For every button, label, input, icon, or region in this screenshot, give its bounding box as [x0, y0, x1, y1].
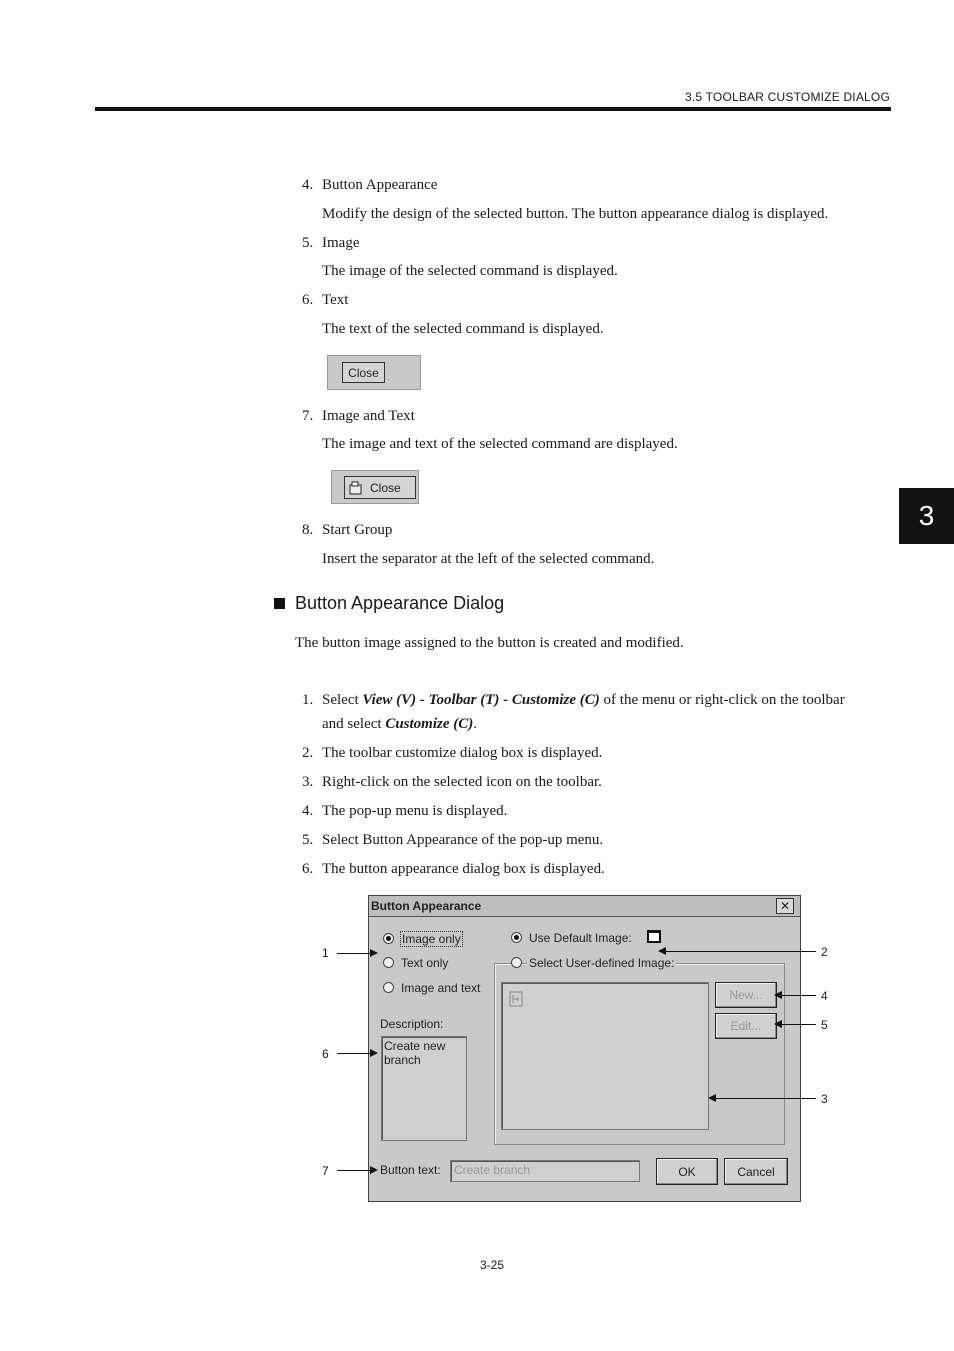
callout-arrow: [370, 949, 378, 957]
callout-line: [337, 953, 371, 954]
item-desc: The image of the selected command is displayed.: [322, 263, 618, 279]
item-title: Image and Text: [322, 408, 415, 424]
running-header: 3.5 TOOLBAR CUSTOMIZE DIALOG: [685, 90, 890, 104]
section-intro: The button image assigned to the button is created and modified.: [295, 635, 684, 651]
cancel-button[interactable]: Cancel: [724, 1158, 788, 1185]
step-text: Select: [322, 692, 363, 708]
step-text: .: [473, 716, 477, 732]
callout-arrow: [774, 991, 782, 999]
step-text: The pop-up menu is displayed.: [322, 803, 508, 819]
item-title: Image: [322, 235, 360, 251]
radio-text-only[interactable]: [383, 957, 394, 968]
callout-2: 2: [821, 945, 828, 959]
radio-image-and-text-label: Image and text: [401, 981, 481, 995]
step-text: The button appearance dialog box is displayed.: [322, 861, 605, 877]
close-button-sample: Close: [342, 362, 385, 383]
item-desc: Insert the separator at the left of the selected command.: [322, 551, 655, 567]
radio-image-only-label: Image only: [402, 932, 461, 946]
step-text: Select Button Appearance of the pop-up menu.: [322, 832, 604, 848]
callout-line: [337, 1170, 371, 1171]
step-number: 6.: [302, 861, 314, 877]
step-1-line-1: [322, 692, 845, 709]
step-text: and select: [322, 716, 386, 732]
use-default-image-label: Use Default Image:: [529, 931, 632, 945]
branch-image-icon: [509, 991, 523, 1007]
step-1-line-2: [322, 716, 477, 733]
radio-select-user-image[interactable]: [511, 957, 522, 968]
callout-arrow: [774, 1020, 782, 1028]
header-rule: [95, 107, 891, 111]
item-desc: The text of the selected command is displayed.: [322, 321, 604, 337]
description-box: Create new branch: [381, 1036, 467, 1141]
callout-line: [337, 1053, 371, 1054]
callout-4: 4: [821, 989, 828, 1003]
close-icon: [349, 481, 365, 495]
callout-1: 1: [322, 946, 329, 960]
step-text: of the menu or right-click on the toolbar: [599, 692, 845, 708]
step-number: 4.: [302, 803, 314, 819]
section-title: Button Appearance Dialog: [295, 593, 505, 613]
radio-image-only[interactable]: [383, 933, 394, 944]
callout-7: 7: [322, 1164, 329, 1178]
item-number: 5.: [302, 235, 314, 251]
step-text: Right-click on the selected icon on the toolbar.: [322, 774, 602, 790]
image-list-box[interactable]: [501, 982, 709, 1130]
description-label: Description:: [380, 1017, 444, 1031]
step-number: 3.: [302, 774, 314, 790]
step-number: 2.: [302, 745, 314, 761]
default-image-icon: [646, 930, 662, 944]
item-number: 6.: [302, 292, 314, 308]
menu-path: View (V) - Toolbar (T) - Customize (C): [362, 692, 600, 708]
close-image-text-sample: [344, 476, 416, 499]
dialog-title: Button Appearance: [371, 899, 482, 913]
callout-arrow: [370, 1166, 378, 1174]
radio-use-default-image[interactable]: [511, 932, 522, 943]
callout-arrow: [708, 1094, 716, 1102]
button-text-label: Button text:: [380, 1163, 441, 1177]
callout-line: [782, 1024, 816, 1025]
edit-button[interactable]: Edit...: [715, 1013, 777, 1039]
radio-image-and-text[interactable]: [383, 982, 394, 993]
new-button[interactable]: New...: [715, 982, 777, 1008]
callout-arrow: [370, 1049, 378, 1057]
bullet-square: [274, 598, 285, 609]
close-label: Close: [370, 480, 401, 495]
menu-item-ref: Customize (C): [385, 716, 474, 732]
item-number: 7.: [302, 408, 314, 424]
chapter-tab: 3: [899, 488, 954, 544]
close-icon[interactable]: ✕: [776, 898, 794, 914]
toolbar-sample-image-text: [331, 470, 419, 504]
button-appearance-dialog: [368, 895, 801, 1202]
select-user-image-label: Select User-defined Image:: [529, 956, 675, 970]
item-title: Button Appearance: [322, 177, 438, 193]
callout-6: 6: [322, 1047, 329, 1061]
step-number: 1.: [302, 692, 314, 708]
toolbar-sample-text-only: [327, 355, 421, 390]
step-number: 5.: [302, 832, 314, 848]
item-number: 4.: [302, 177, 314, 193]
radio-text-only-label: Text only: [401, 956, 449, 970]
ok-button[interactable]: OK: [656, 1158, 718, 1185]
item-title: Start Group: [322, 522, 393, 538]
callout-arrow: [658, 947, 666, 955]
item-desc: Modify the design of the selected button. The button appearance dialog is displayed.: [322, 206, 829, 222]
callout-line: [666, 951, 816, 952]
callout-3: 3: [821, 1092, 828, 1106]
button-text-input[interactable]: Create branch: [450, 1160, 640, 1182]
item-title: Text: [322, 292, 349, 308]
callout-line: [782, 995, 816, 996]
page-number: 3-25: [480, 1258, 505, 1272]
callout-line: [716, 1098, 816, 1099]
step-text: The toolbar customize dialog box is displayed.: [322, 745, 603, 761]
item-desc: The image and text of the selected command are displayed.: [322, 436, 678, 452]
dialog-titlebar: [369, 896, 800, 917]
callout-5: 5: [821, 1018, 828, 1032]
item-number: 8.: [302, 522, 314, 538]
